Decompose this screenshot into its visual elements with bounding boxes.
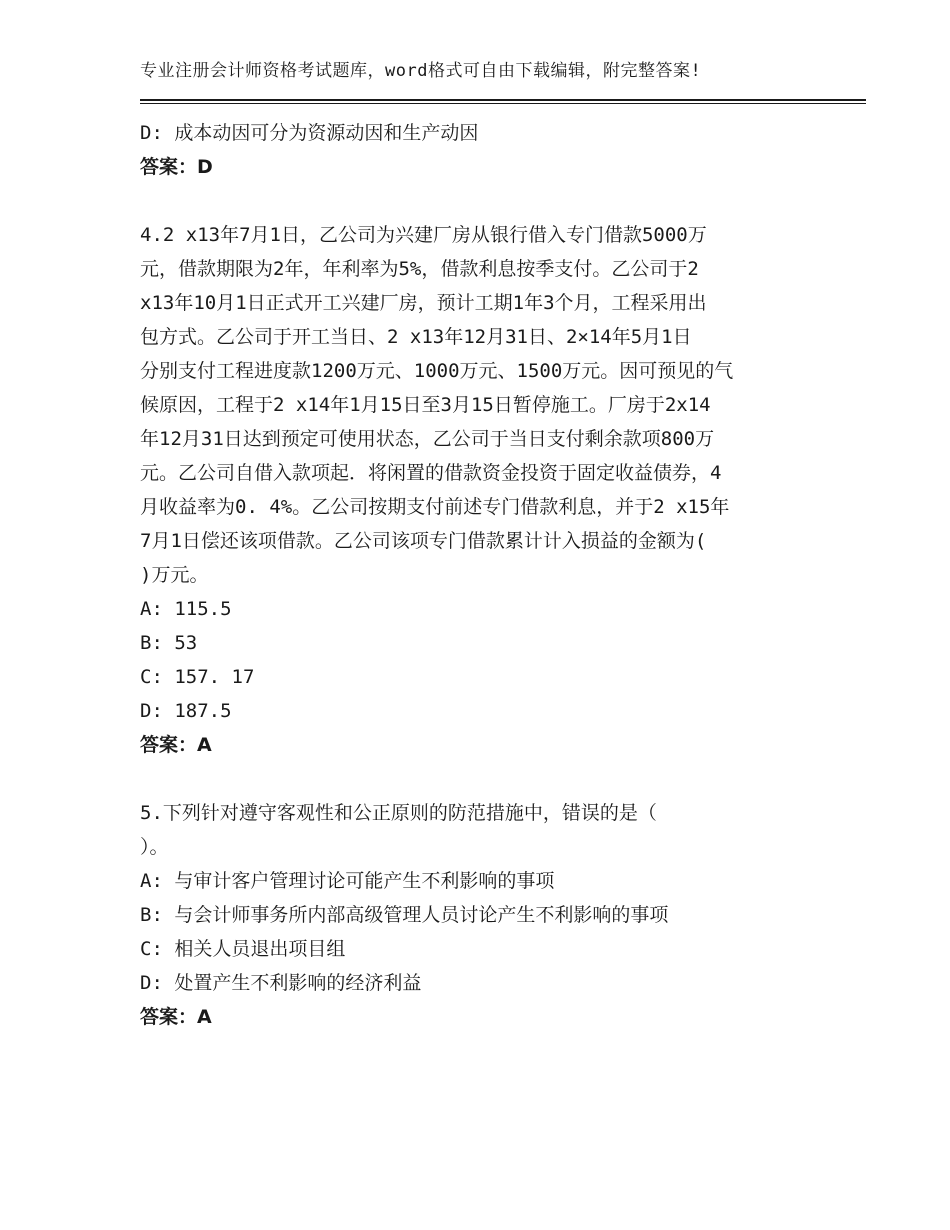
q4-text-line: 月收益率为0. 4%。乙公司按期支付前述专门借款利息，并于2 x15年 [140,496,730,518]
q4-text-line: )万元。 [140,564,209,586]
q4-option-c: C: 157. 17 [140,666,255,688]
header-divider-thin [140,103,866,104]
q4-option-b: B: 53 [140,632,198,654]
document-body [140,116,815,1034]
q4-text-line: x13年10月1日正式开工兴建厂房，预计工期1年3个月，工程采用出 [140,292,707,314]
spacer [140,762,815,796]
q4-option-d: D: 187.5 [140,700,232,722]
q5-option-d: D: 处置产生不利影响的经济利益 [140,972,422,994]
q4-answer: 答案：A [140,734,212,756]
q5-option-a: A: 与审计客户管理讨论可能产生不利影响的事项 [140,870,555,892]
q4-text-line: 包方式。乙公司于开工当日、2 x13年12月31日、2×14年5月1日 [140,326,692,348]
page-header: 专业注册会计师资格考试题库，word格式可自由下载编辑，附完整答案! [140,61,702,81]
question-4 [140,218,815,762]
q5-text-line: ）。 [140,836,169,858]
q5-option-b: B: 与会计师事务所内部高级管理人员讨论产生不利影响的事项 [140,904,669,926]
q4-text-line: 7月1日偿还该项借款。乙公司该项专门借款累计计入损益的金额为( [140,530,707,552]
q3-option-d: D: 成本动因可分为资源动因和生产动因 [140,122,479,144]
q4-text-line: 分别支付工程进度款1200万元、1000万元、1500万元。因可预见的气 [140,360,734,382]
q3-answer: 答案：D [140,156,213,178]
q4-text-line: 候原因，工程于2 x14年1月15日至3月15日暂停施工。厂房于2x14 [140,394,711,416]
q4-text-line: 元，借款期限为2年，年利率为5%，借款利息按季支付。乙公司于2 [140,258,699,280]
q5-option-c: C: 相关人员退出项目组 [140,938,346,960]
q5-answer: 答案：A [140,1006,212,1028]
q5-text-line: 5.下列针对遵守客观性和公正原则的防范措施中，错误的是（ [140,802,657,824]
q4-text-line: 年12月31日达到预定可使用状态，乙公司于当日支付剩余款项800万 [140,428,715,450]
q4-option-a: A: 115.5 [140,598,232,620]
header-divider-thick [140,99,866,101]
question-5 [140,796,815,1034]
spacer [140,184,815,218]
q4-text-line: 4.2 x13年7月1日，乙公司为兴建厂房从银行借入专门借款5000万 [140,224,707,246]
q4-text-line: 元。乙公司自借入款项起．将闲置的借款资金投资于固定收益债券，4 [140,462,722,484]
